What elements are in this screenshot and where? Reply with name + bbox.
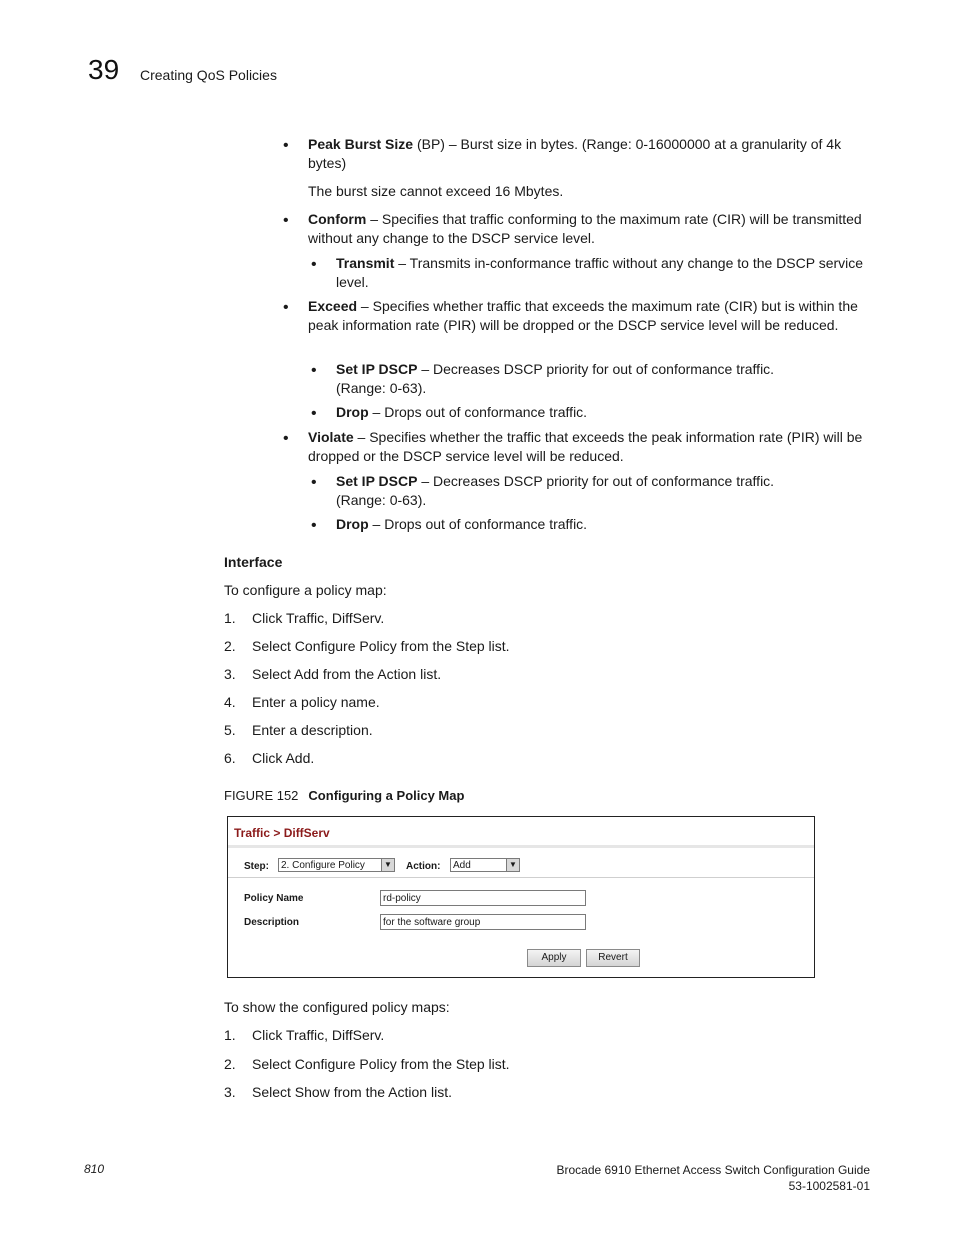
step-text: Select Add from the Action list. (252, 666, 442, 682)
bullet-conform-transmit: Transmit – Transmits in-conformance traffic without any change to the DSCP service level. (336, 255, 864, 290)
bullet-exceed-set-ip-dscp: Set IP DSCP – Decreases DSCP priority for out of conformance traffic. (Range: 0-63). (336, 361, 775, 396)
step-text: Enter a description. (252, 722, 373, 738)
term-conform: Conform (308, 211, 367, 227)
revert-button[interactable]: Revert (586, 949, 640, 967)
step-number: 2. (224, 638, 236, 654)
figure-caption (224, 787, 464, 805)
step-number: 1. (224, 610, 236, 626)
description-label: Description (244, 917, 300, 928)
step-text: Click Traffic, DiffServ. (252, 610, 385, 626)
guide-title: Brocade 6910 Ethernet Access Switch Configuration Guide (556, 1163, 870, 1177)
page-number: 810 (84, 1162, 105, 1176)
term-set-ip-dscp: Set IP DSCP (336, 473, 418, 489)
bullet-glyph: • (311, 362, 317, 379)
policy-name-label: Policy Name (244, 893, 304, 904)
bullet-violate: Violate – Specifies whether the traffic that exceeds the peak information rate (PIR) will be dropped or the DSCP service level will be reduced. (308, 429, 863, 464)
bullet-violate-drop: Drop – Drops out of conformance traffic. (336, 516, 588, 532)
action-label: Action: (406, 861, 441, 872)
step-text: Select Configure Policy from the Step list. (252, 1056, 510, 1072)
form-divider (228, 877, 814, 878)
bullet-conform: Conform – Specifies that traffic conforming to the maximum rate (CIR) will be transmitted without any change to the DSCP service level. (308, 211, 862, 246)
figure-label: FIGURE 152 (224, 788, 299, 803)
step-number: 3. (224, 1084, 236, 1100)
bullet-violate-set-ip-dscp: Set IP DSCP – Decreases DSCP priority for out of conformance traffic. (Range: 0-63). (336, 473, 775, 508)
chevron-down-icon[interactable]: ▼ (381, 859, 394, 871)
step-number: 3. (224, 666, 236, 682)
chapter-number: 39 (88, 54, 120, 85)
term-exceed: Exceed (308, 298, 358, 314)
footer-guide-info (556, 1162, 870, 1194)
bullet-glyph: • (311, 405, 317, 422)
bullet-glyph: • (283, 430, 289, 447)
step-text: Select Show from the Action list. (252, 1084, 452, 1100)
figure-screenshot (227, 816, 815, 978)
screen-title: Traffic > DiffServ (234, 826, 330, 840)
action-select[interactable]: Add ▼ (450, 858, 520, 872)
bullet-glyph: • (311, 474, 317, 491)
bullet-exceed-drop: Drop – Drops out of conformance traffic. (336, 404, 588, 420)
step-number: 1. (224, 1027, 236, 1043)
burst-size-note: The burst size cannot exceed 16 Mbytes. (308, 183, 564, 199)
section-heading-interface: Interface (224, 554, 283, 570)
bullet-glyph: • (283, 299, 289, 316)
chevron-down-icon[interactable]: ▼ (506, 859, 519, 871)
description-input[interactable]: for the software group (380, 914, 586, 930)
step-number: 2. (224, 1056, 236, 1072)
term-set-ip-dscp: Set IP DSCP (336, 361, 418, 377)
step-text: Enter a policy name. (252, 694, 380, 710)
bullet-glyph: • (311, 517, 317, 534)
term-peak-burst-size: Peak Burst Size (308, 136, 414, 152)
step-number: 5. (224, 722, 236, 738)
step-label: Step: (244, 861, 269, 872)
apply-button[interactable]: Apply (527, 949, 581, 967)
step-select[interactable]: 2. Configure Policy ▼ (278, 858, 395, 872)
show-intro: To show the configured policy maps: (224, 999, 450, 1015)
bullet-peak-burst-size: Peak Burst Size (BP) – Burst size in bytes. (Range: 0-16000000 at a granularity of 4k bytes) (308, 136, 842, 171)
figure-title: Configuring a Policy Map (308, 788, 465, 803)
step-text: Select Configure Policy from the Step list. (252, 638, 510, 654)
term-drop: Drop (336, 404, 369, 420)
bullet-glyph: • (283, 212, 289, 229)
policy-name-input[interactable]: rd-policy (380, 890, 586, 906)
step-number: 6. (224, 750, 236, 766)
bullet-exceed: Exceed – Specifies whether traffic that exceeds the maximum rate (CIR) but is within the peak information rate (PIR) will be dropped or the DSCP service level will be reduced. (308, 298, 858, 333)
configure-intro: To configure a policy map: (224, 582, 387, 598)
doc-number: 53-1002581-01 (788, 1179, 870, 1193)
bullet-glyph: • (311, 256, 317, 273)
bullet-glyph: • (283, 137, 289, 154)
step-number: 4. (224, 694, 236, 710)
step-text: Click Add. (252, 750, 315, 766)
step-text: Click Traffic, DiffServ. (252, 1027, 385, 1043)
title-divider (228, 845, 814, 848)
term-drop: Drop (336, 516, 369, 532)
chapter-title: Creating QoS Policies (140, 67, 277, 83)
term-transmit: Transmit (336, 255, 395, 271)
term-violate: Violate (308, 429, 354, 445)
